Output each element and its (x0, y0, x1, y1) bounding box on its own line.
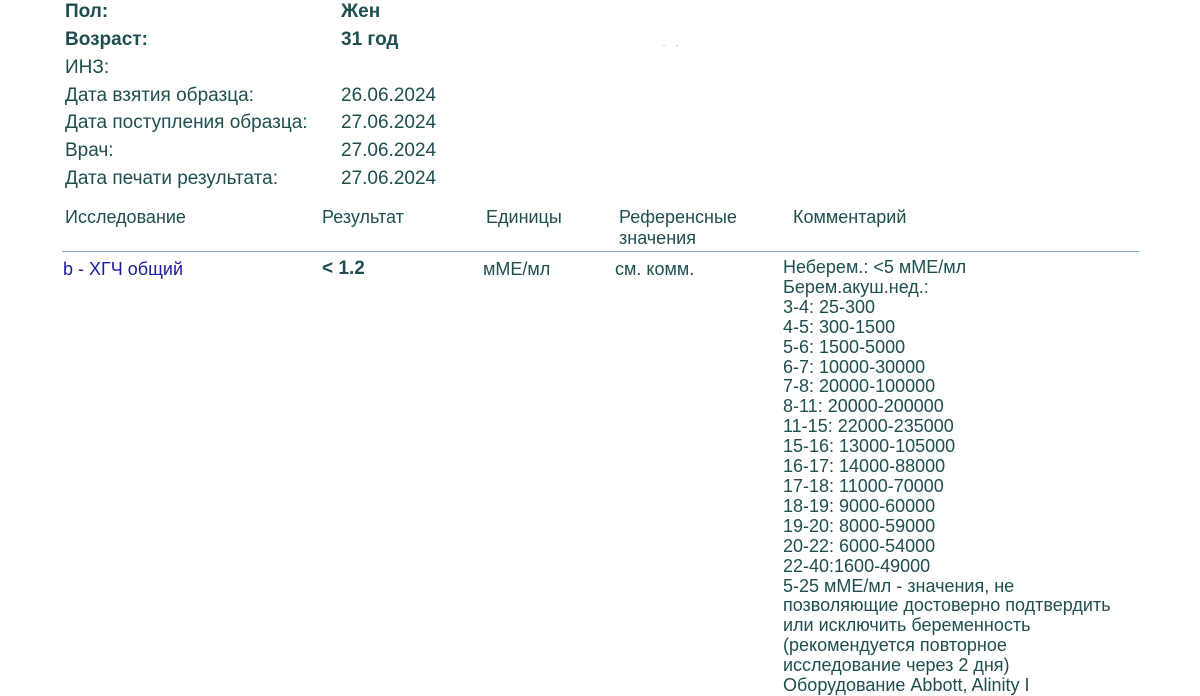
comment-line: 15-16: 13000-105000 (783, 436, 956, 457)
comment-line: 6-7: 10000-30000 (783, 356, 926, 377)
row-units: мМЕ/мл (483, 259, 551, 279)
sample-date-value: 26.06.2024 (341, 85, 437, 106)
comment-line: 20-22: 6000-54000 (783, 535, 936, 556)
comment-line: 19-20: 8000-59000 (783, 515, 936, 536)
header-study: Исследование (65, 207, 186, 227)
comment-line: (рекомендуется повторное (783, 635, 1007, 656)
print-date-value: 27.06.2024 (341, 168, 437, 189)
received-date-label: Дата поступления образца: (65, 112, 308, 133)
header-reference-line2: значения (619, 228, 696, 248)
sample-date-label: Дата взятия образца: (65, 85, 254, 106)
comment-line: 16-17: 14000-88000 (783, 456, 946, 477)
row-study: b - ХГЧ общий (63, 259, 183, 279)
scan-speck (663, 45, 665, 46)
comment-line: 3-4: 25-300 (783, 296, 876, 317)
comment-line: Оборудование Abbott, Alinity I (783, 675, 1030, 696)
comment-line: 5-25 мМЕ/мл - значения, не (783, 575, 1015, 596)
header-reference-line1: Референсные (619, 207, 737, 227)
doctor-value: 27.06.2024 (341, 140, 437, 161)
header-comment: Комментарий (793, 207, 907, 227)
comment-line: 18-19: 9000-60000 (783, 495, 936, 516)
comment-line: 11-15: 22000-235000 (783, 416, 954, 437)
comment-line: или исключить беременность (783, 615, 1031, 636)
comment-line: исследование через 2 дня) (783, 655, 1010, 676)
comment-line: позволяющие достоверно подтвердить (783, 595, 1111, 616)
comment-line: 4-5: 300-1500 (783, 316, 896, 337)
table-divider (62, 251, 1139, 252)
age-label: Возраст: (65, 29, 148, 50)
age-value: 31 год (341, 29, 399, 50)
row-result: < 1.2 (322, 258, 365, 279)
received-date-value: 27.06.2024 (341, 112, 437, 133)
comment-line: 5-6: 1500-5000 (783, 336, 906, 357)
comment-line: 17-18: 11000-70000 (783, 475, 944, 496)
comment-line: Берем.акуш.нед.: (783, 276, 929, 297)
header-result: Результат (322, 207, 404, 227)
comment-line: 22-40:1600-49000 (783, 555, 931, 576)
print-date-label: Дата печати результата: (65, 168, 278, 189)
row-comment (783, 258, 1111, 696)
sex-label: Пол: (65, 1, 109, 22)
header-units: Единицы (486, 207, 562, 227)
scan-speck (676, 45, 678, 46)
comment-line: 7-8: 20000-100000 (783, 376, 936, 397)
comment-line: Неберем.: <5 мМЕ/мл (783, 257, 967, 277)
sex-value: Жен (341, 1, 381, 22)
header-reference (619, 207, 737, 249)
doctor-label: Врач: (65, 140, 114, 161)
comment-line: 8-11: 20000-200000 (783, 396, 944, 417)
inz-label: ИНЗ: (65, 57, 110, 78)
row-reference: см. комм. (615, 259, 695, 279)
